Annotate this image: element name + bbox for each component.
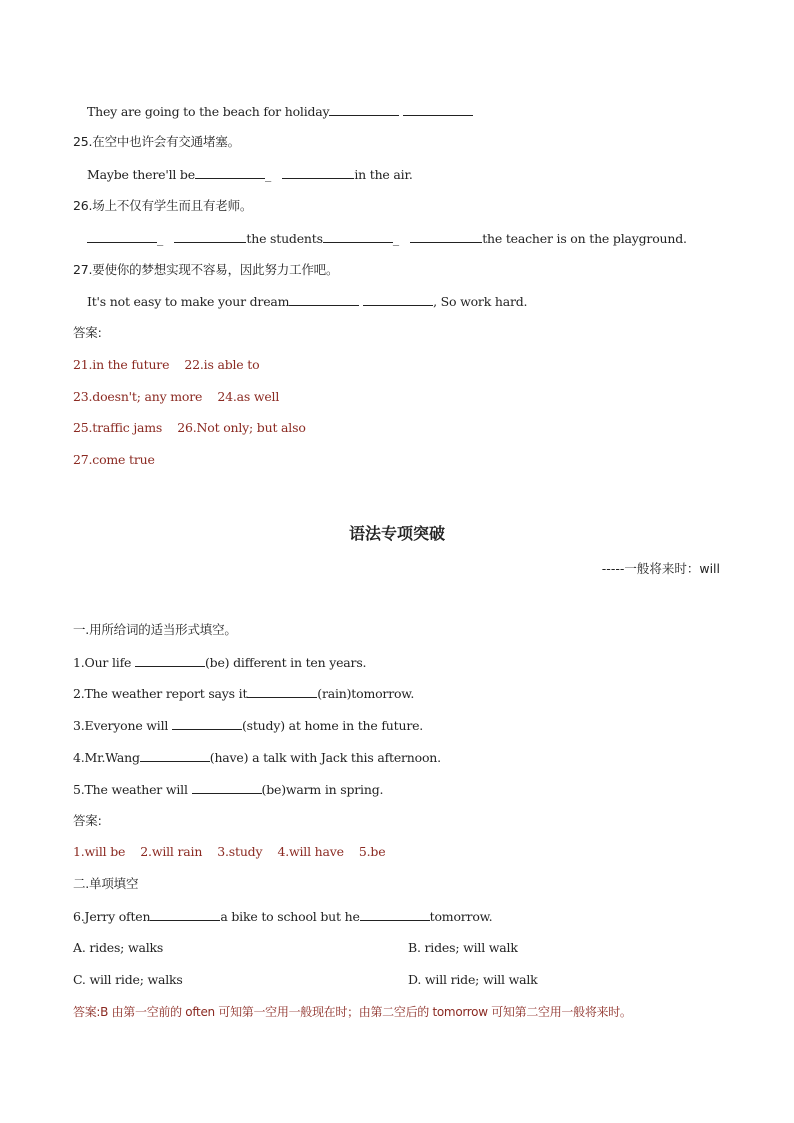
q2-text-a: 2.The weather report says it (73, 686, 248, 701)
q4-text-b: (have) a talk with Jack this afternoon. (209, 750, 441, 765)
q27-text-b: , So work hard. (433, 294, 528, 309)
q6-blank-1[interactable] (150, 908, 220, 921)
answer-25: 25.traffic jams (73, 420, 163, 435)
q2-line (73, 685, 414, 702)
q26-blank-1[interactable] (87, 230, 157, 243)
answers-row-1 (73, 357, 259, 373)
q25-blank-1[interactable] (195, 166, 265, 179)
q27-blank-1[interactable] (289, 293, 359, 306)
q24-text: They are going to the beach for holiday (87, 104, 330, 119)
q3-line (73, 717, 423, 734)
q25-chinese: 25.在空中也许会有交通堵塞。 (73, 134, 240, 149)
answers-part2 (73, 844, 385, 860)
part3-heading: 二.单项填空 (73, 876, 139, 891)
answer-27: 27.come true (73, 452, 155, 467)
q6-blank-2[interactable] (360, 908, 430, 921)
q2-blank[interactable] (247, 685, 317, 698)
q26-text-b: the teacher is on the playground. (482, 231, 687, 246)
q6-text-a: 6.Jerry often (73, 909, 151, 924)
q3-text-a: 3.Everyone will (73, 718, 169, 733)
section-subtitle: -----一般将来时：will (601, 561, 720, 576)
q4-blank[interactable] (140, 749, 210, 762)
q27-chinese: 27.要使你的梦想实现不容易，因此努力工作吧。 (73, 262, 339, 277)
q26-blank-3[interactable] (323, 230, 393, 243)
part2-heading: 一.用所给词的适当形式填空。 (73, 622, 237, 637)
section-title: 语法专项突破 (348, 524, 445, 543)
q3-blank[interactable] (172, 717, 242, 730)
q25-text-a: Maybe there'll be (87, 167, 195, 182)
answers-row-3 (73, 420, 306, 436)
q24-blank-1[interactable] (329, 103, 399, 116)
answer-24: 24.as well (217, 389, 280, 404)
answer-26: 26.Not only; but also (177, 420, 306, 435)
q25-english-line (87, 166, 413, 183)
q4-text-a: 4.Mr.Wang (73, 750, 140, 765)
q24-english-line (87, 103, 473, 120)
answer-5: 5.be (358, 844, 386, 859)
answer-label-1: 答案: (73, 325, 102, 340)
answer-3: 3.study (217, 844, 263, 859)
q1-blank[interactable] (135, 654, 205, 667)
q5-line (73, 781, 383, 798)
option-b[interactable]: B. rides; will walk (408, 940, 518, 955)
answer-22: 22.is able to (184, 357, 260, 372)
answer-4: 4.will have (277, 844, 344, 859)
q6-answer-explanation: 答案:B 由第一空前的 often 可知第一空用一般现在时；由第二空后的 tomorrow 可知第二空用一般将来时。 (73, 1005, 632, 1019)
q26-blank-4[interactable] (410, 230, 482, 243)
option-d[interactable]: D. will ride; will walk (408, 972, 538, 987)
answers-row-2 (73, 389, 279, 405)
answer-21: 21.in the future (73, 357, 170, 372)
q25-sep: _ (264, 167, 271, 182)
q24-blank-2[interactable] (403, 103, 473, 116)
option-a[interactable]: A. rides; walks (73, 940, 164, 955)
q6-text-c: tomorrow. (429, 909, 493, 924)
q6-line (73, 908, 492, 925)
q26-chinese: 26.场上不仅有学生而且有老师。 (73, 198, 253, 213)
q27-text-a: It's not easy to make your dream (87, 294, 290, 309)
q5-blank[interactable] (192, 781, 262, 794)
q27-english-line (87, 293, 527, 310)
q6-text-b: a bike to school but he (220, 909, 360, 924)
q3-text-b: (study) at home in the future. (241, 718, 424, 733)
q27-blank-2[interactable] (363, 293, 433, 306)
q1-line (73, 654, 366, 671)
q25-blank-2[interactable] (282, 166, 354, 179)
q1-text-a: 1.Our life (73, 655, 132, 670)
q26-english-line (87, 230, 687, 247)
q5-text-a: 5.The weather will (73, 782, 188, 797)
answer-23: 23.doesn't; any more (73, 389, 203, 404)
answer-label-2: 答案: (73, 813, 102, 828)
q2-text-b: (rain)tomorrow. (317, 686, 415, 701)
q5-text-b: (be)warm in spring. (261, 782, 384, 797)
q26-sep-1: _ (157, 231, 164, 246)
option-c[interactable]: C. will ride; walks (73, 972, 183, 987)
q26-blank-2[interactable] (174, 230, 246, 243)
q26-text-a: the students (246, 231, 323, 246)
answers-row-4 (73, 452, 155, 468)
answer-1: 1.will be (73, 844, 126, 859)
q26-sep-2: _ (392, 231, 399, 246)
q25-text-b: in the air. (354, 167, 413, 182)
answer-2: 2.will rain (140, 844, 203, 859)
q4-line (73, 749, 441, 766)
q1-text-b: (be) different in ten years. (204, 655, 367, 670)
